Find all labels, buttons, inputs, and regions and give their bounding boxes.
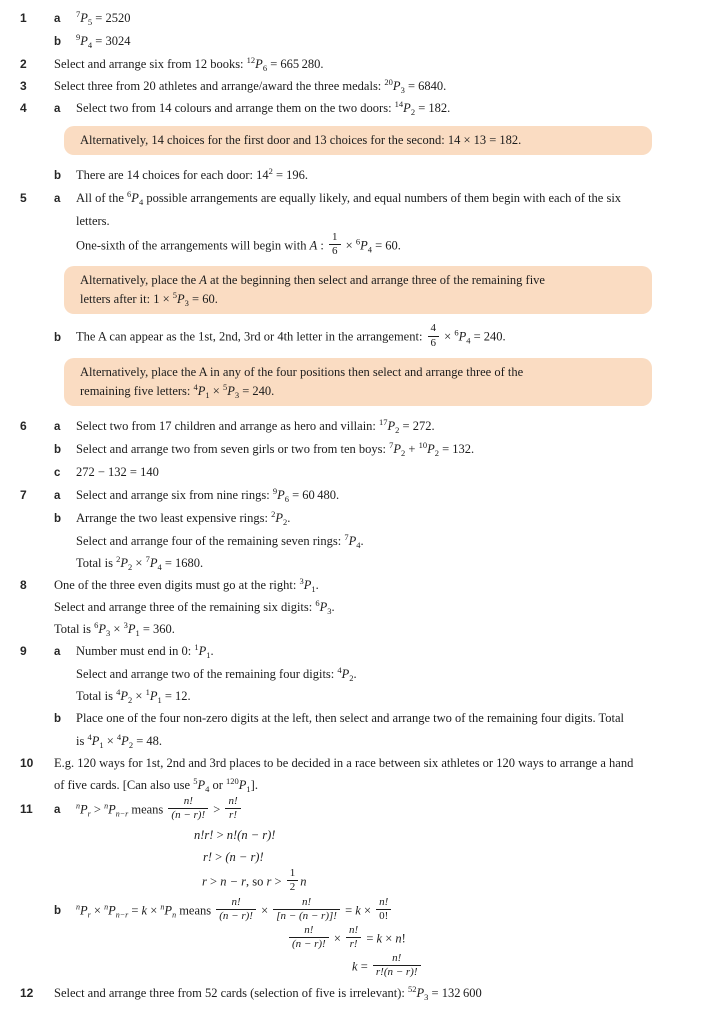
- solution-row: [20, 233, 706, 260]
- solution-row: [20, 324, 706, 351]
- solution-text: k = $\frac{n!}{r!(n - r)!}$: [352, 954, 423, 981]
- item-number: 4: [20, 101, 27, 115]
- fraction: $\frac{n!}{r!}$: [346, 924, 361, 951]
- item-letter: b: [54, 905, 62, 918]
- solution-row: [20, 753, 706, 774]
- solution-row: [20, 983, 706, 1004]
- item-number: 11: [20, 802, 33, 817]
- item-number: 7: [20, 487, 27, 502]
- solution-text: The A can appear as the 1st, 2nd, 3rd or 4th letter in the arrangement: $\frac{4}{6}$ × $^6P_4 = 240$.: [76, 322, 506, 349]
- item-letter: a: [54, 103, 61, 115]
- solution-text: n!r! > n!(n − r)!: [194, 828, 276, 843]
- solution-row: [20, 686, 706, 707]
- solution-text: Select and arrange six from 12 books: $^{12}P_6 = 665$ 280.: [54, 54, 324, 73]
- fraction: $\frac{n!}{r!}$: [225, 795, 240, 822]
- item-letter: b: [54, 443, 62, 456]
- solution-row: [20, 923, 706, 953]
- solution-text: Select and arrange three from 52 cards (selection of five is irrelevant): $^{52}P_3 = 132$ 600: [54, 983, 482, 1002]
- solution-text: E.g. 120 ways for 1st, 2nd and 3rd places to be decided in a race between six athletes or 120 ways to arrange a hand: [54, 755, 634, 770]
- solution-text: Total is $^6P_3 \times ^3P_1 = 360$.: [54, 619, 175, 638]
- item-number: 12: [20, 985, 34, 1000]
- solution-text: $\frac{n!}{(n - r)!}$ × $\frac{n!}{r!}$ = k × n!: [287, 926, 406, 953]
- solution-row: [20, 847, 706, 868]
- solution-text: r > n − r, so r > $\frac{1}{2}$ n: [202, 867, 307, 894]
- item-number: 2: [20, 57, 27, 71]
- fraction: $\frac{n!}{[n - (n - r)]!}$: [273, 896, 340, 923]
- solution-row: [20, 31, 706, 53]
- solution-row: [20, 76, 706, 97]
- item-number: 6: [20, 418, 27, 433]
- fraction: $\frac{n!}{(n - r)!}$: [168, 795, 208, 822]
- solution-text: There are 14 choices for each door: $14^2 = 196$.: [76, 165, 309, 182]
- fraction: $\frac{n!}{(n - r)!}$: [289, 924, 329, 951]
- solution-text: Total is $^4P_2 \times ^1P_1 = 12$.: [76, 686, 191, 705]
- fraction: $\frac{n!}{0!}$: [376, 896, 391, 923]
- solution-text: $^9P_4 = 3024$: [76, 31, 131, 50]
- item-letter: a: [54, 645, 61, 658]
- solution-row: [20, 641, 706, 663]
- item-letter: a: [54, 13, 61, 25]
- solution-row: [20, 794, 706, 824]
- solution-text: Place one of the four non-zero digits at the left, then select and arrange two of the remaining four digits. Total: [76, 710, 625, 725]
- solution-row: [20, 664, 706, 685]
- callout-line: Alternatively, place the A in any of the four positions then select and arrange three of the: [80, 364, 524, 379]
- solution-text: Select three from 20 athletes and arrange/award the three medals: $^{20}P_3 = 6840$.: [54, 76, 447, 95]
- alternative-callout: [64, 358, 652, 406]
- item-letter: a: [54, 420, 61, 433]
- fraction: $\frac{4}{6}$: [428, 322, 440, 349]
- fraction: $\frac{n!}{r!(n - r)!}$: [373, 952, 421, 979]
- solution-row: [20, 954, 706, 981]
- solution-text: One-sixth of the arrangements will begin with A : $\frac{1}{6}$ × $^6P_4 = 60$.: [76, 231, 401, 258]
- callout-line: Alternatively, place the A at the beginning then select and arrange three of the remaining five: [80, 273, 545, 288]
- item-letter: b: [54, 331, 62, 344]
- solution-row: [20, 485, 706, 507]
- solution-row: [20, 211, 706, 232]
- callout-line: remaining five letters: $^4P_1 \times ^5P_3 = 240$.: [80, 381, 275, 400]
- solution-row: [20, 825, 706, 846]
- item-letter: b: [54, 36, 62, 48]
- solution-row: [20, 416, 706, 438]
- item-letter: b: [54, 170, 62, 182]
- solution-text: Total is $^2P_2 \times ^7P_4 = 1680$.: [76, 553, 204, 572]
- alternative-callout: [64, 126, 652, 155]
- solution-row: [20, 439, 706, 461]
- item-letter: a: [54, 489, 61, 502]
- solution-text: Select and arrange two of the remaining four digits: $^4P_2$.: [76, 664, 357, 683]
- solution-text: Select two from 17 children and arrange as hero and villain: $^{17}P_2 = 272$.: [76, 416, 435, 435]
- solution-text: $^7P_5 = 2520$: [76, 8, 131, 27]
- solution-row: [20, 8, 706, 30]
- solution-text: letters.: [76, 214, 110, 228]
- item-number: 10: [20, 755, 34, 770]
- solution-row: [20, 508, 706, 530]
- item-number: 1: [20, 11, 27, 25]
- solution-row: [20, 98, 706, 120]
- alternative-callout: [64, 266, 652, 314]
- fraction: $\frac{n!}{(n - r)!}$: [216, 896, 256, 923]
- item-letter: a: [54, 193, 61, 205]
- solution-row: [20, 165, 706, 187]
- fraction: $\frac{1}{2}$: [287, 867, 299, 894]
- item-number: 8: [20, 577, 27, 592]
- solution-text: Arrange the two least expensive rings: $^2P_2$.: [76, 508, 291, 527]
- item-number: 5: [20, 191, 27, 205]
- item-letter: a: [54, 804, 61, 817]
- solution-text: r! > (n − r)!: [203, 850, 264, 865]
- item-number: 3: [20, 79, 27, 93]
- solution-row: [20, 54, 706, 75]
- solution-text: of five cards. [Can also use $^5P_4$ or $^{120}P_1$].: [54, 775, 258, 794]
- solution-row: [20, 619, 706, 640]
- solution-row: [20, 869, 706, 896]
- solution-row: [20, 553, 706, 574]
- solution-row: [20, 708, 706, 730]
- solution-text: Select and arrange two from seven girls or two from ten boys: $^7P_2 + ^{10}P_2 = 132$.: [76, 439, 475, 458]
- solution-row: [20, 895, 706, 925]
- item-letter: c: [54, 466, 61, 479]
- item-number: 9: [20, 643, 27, 658]
- item-letter: b: [54, 512, 62, 525]
- solution-text: All of the $^6P_4$ possible arrangements are equally likely, and equal numbers of them begin with each of the six: [76, 188, 622, 207]
- fraction: $\frac{1}{6}$: [329, 231, 341, 258]
- solution-text: One of the three even digits must go at the right: $^3P_1$.: [54, 575, 319, 594]
- solution-row: [20, 575, 706, 596]
- solution-row: [20, 462, 706, 484]
- item-letter: b: [54, 712, 62, 725]
- solution-text: is $^4P_1 \times ^4P_2 = 48$.: [76, 731, 162, 750]
- solution-row: [20, 775, 706, 796]
- solution-text: Select and arrange four of the remaining seven rings: $^7P_4$.: [76, 531, 364, 550]
- solution-text: Select two from 14 colours and arrange them on the two doors: $^{14}P_2 = 182$.: [76, 98, 451, 117]
- solution-text: 272 − 132 = 140: [76, 464, 159, 479]
- solution-text: Number must end in 0: $^1P_1$.: [76, 641, 214, 660]
- solution-text: $^nP_r > ^nP_{n-r}$ means $\frac{n!}{(n - r)!}$ > $\frac{n!}{r!}$: [76, 797, 243, 824]
- solution-row: [20, 531, 706, 552]
- solution-row: [20, 188, 706, 210]
- solution-text: Select and arrange three of the remaining six digits: $^6P_3$.: [54, 597, 335, 616]
- solution-row: [20, 731, 706, 752]
- callout-line: Alternatively, 14 choices for the first door and 13 choices for the second: 14 × 13 = 182.: [80, 133, 522, 147]
- solution-text: Select and arrange six from nine rings: $^9P_6 = 60$ 480.: [76, 485, 340, 504]
- callout-line: letters after it: $1 \times ^5P_3 = 60$.: [80, 290, 218, 309]
- solution-row: [20, 597, 706, 618]
- solution-text: $^nP_r \times ^nP_{n-r} = k \times ^nP_n$ means $\frac{n!}{(n - r)!}$ × $\frac{n!}{[n - (n - r)]!}$ = k × $\frac{n!}{0!}$: [76, 898, 393, 925]
